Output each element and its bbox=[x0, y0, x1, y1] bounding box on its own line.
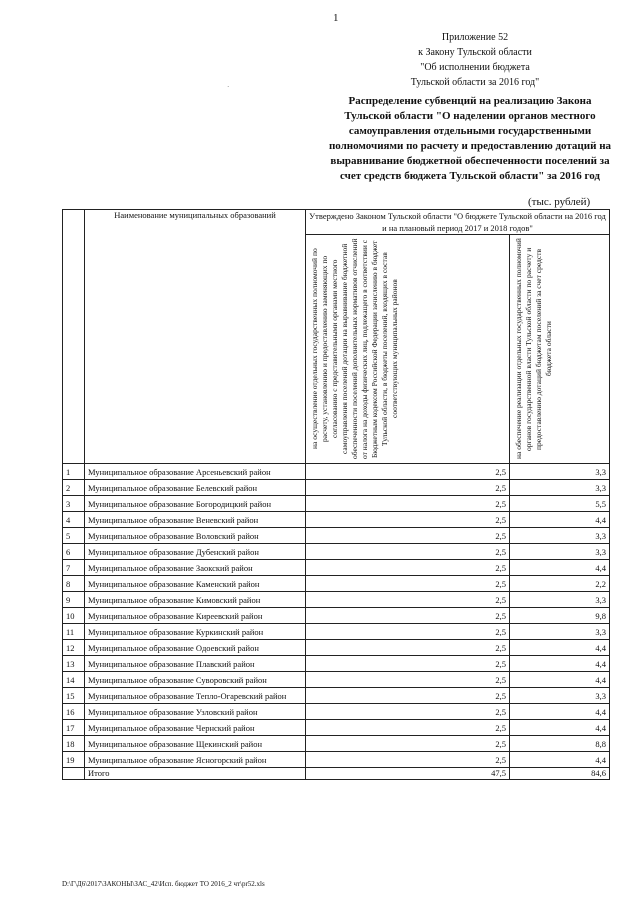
total-row bbox=[63, 768, 610, 780]
value-powers: 2,5 bbox=[306, 656, 510, 672]
municipality-name: Муниципальное образование Веневский район bbox=[85, 512, 306, 528]
value-implementation: 4,4 bbox=[510, 512, 610, 528]
municipality-name: Муниципальное образование Щекинский район bbox=[85, 736, 306, 752]
row-number: 18 bbox=[63, 736, 85, 752]
table-row bbox=[63, 608, 610, 624]
table-row bbox=[63, 736, 610, 752]
units-label: (тыс. рублей) bbox=[528, 196, 591, 208]
table-row bbox=[63, 752, 610, 768]
row-number: 12 bbox=[63, 640, 85, 656]
value-powers: 2,5 bbox=[306, 640, 510, 656]
table-row bbox=[63, 624, 610, 640]
table-header-row bbox=[63, 210, 610, 235]
table-row bbox=[63, 560, 610, 576]
row-number: 9 bbox=[63, 592, 85, 608]
table-row bbox=[63, 640, 610, 656]
total-number-cell bbox=[63, 768, 85, 780]
value-implementation: 3,3 bbox=[510, 480, 610, 496]
value-implementation: 2,2 bbox=[510, 576, 610, 592]
value-powers: 2,5 bbox=[306, 576, 510, 592]
value-powers: 2,5 bbox=[306, 496, 510, 512]
table-row bbox=[63, 544, 610, 560]
municipality-name: Муниципальное образование Каменский район bbox=[85, 576, 306, 592]
total-value-implementation: 84,6 bbox=[510, 768, 610, 780]
value-implementation: 3,3 bbox=[510, 544, 610, 560]
subsidy-table bbox=[62, 209, 610, 780]
value-powers: 2,5 bbox=[306, 736, 510, 752]
municipality-name: Муниципальное образование Узловский район bbox=[85, 704, 306, 720]
document-title: Распределение субвенций на реализацию Закона Тульской области "О наделении органов местного самоуправления отдельными государственными полномочиями по расчету и предоставлению дотаций на выравнивание бюджетной обеспеченности поселений за счет средств бюджета Тульской области" за 2016 год bbox=[328, 95, 612, 182]
row-number: 2 bbox=[63, 480, 85, 496]
value-implementation: 9,8 bbox=[510, 608, 610, 624]
header-col2: на обеспечение реализации отдельных государственных полномочий органов государственной власти Тульской области по расчету и предоставлению дотаций бюджетам поселений за счет средств бюджета области bbox=[513, 238, 553, 460]
municipality-name: Муниципальное образование Одоевский район bbox=[85, 640, 306, 656]
header-col1-cell bbox=[306, 235, 510, 464]
appendix-line-1: Приложение 52 bbox=[441, 32, 509, 43]
value-powers: 2,5 bbox=[306, 704, 510, 720]
row-number: 15 bbox=[63, 688, 85, 704]
appendix-line-4: Тульской области за 2016 год" bbox=[410, 77, 540, 88]
municipality-name: Муниципальное образование Дубенский район bbox=[85, 544, 306, 560]
value-implementation: 4,4 bbox=[510, 752, 610, 768]
municipality-name: Муниципальное образование Богородицкий район bbox=[85, 496, 306, 512]
table-row bbox=[63, 512, 610, 528]
value-powers: 2,5 bbox=[306, 608, 510, 624]
municipality-name: Муниципальное образование Воловский район bbox=[85, 528, 306, 544]
value-implementation: 4,4 bbox=[510, 560, 610, 576]
header-col2-cell bbox=[510, 235, 610, 464]
value-implementation: 4,4 bbox=[510, 672, 610, 688]
value-implementation: 8,8 bbox=[510, 736, 610, 752]
municipality-name: Муниципальное образование Киреевский район bbox=[85, 608, 306, 624]
value-powers: 2,5 bbox=[306, 752, 510, 768]
row-number: 7 bbox=[63, 560, 85, 576]
appendix-header bbox=[380, 30, 570, 90]
row-number: 16 bbox=[63, 704, 85, 720]
municipality-name: Муниципальное образование Кимовский район bbox=[85, 592, 306, 608]
value-implementation: 4,4 bbox=[510, 656, 610, 672]
value-powers: 2,5 bbox=[306, 688, 510, 704]
value-powers: 2,5 bbox=[306, 672, 510, 688]
table-row bbox=[63, 480, 610, 496]
page-number: 1 bbox=[333, 12, 339, 24]
row-number: 4 bbox=[63, 512, 85, 528]
value-implementation: 3,3 bbox=[510, 528, 610, 544]
table-row bbox=[63, 528, 610, 544]
value-powers: 2,5 bbox=[306, 480, 510, 496]
table-row bbox=[63, 464, 610, 480]
municipality-name: Муниципальное образование Ясногорский район bbox=[85, 752, 306, 768]
scan-mark: · bbox=[227, 83, 230, 91]
row-number: 3 bbox=[63, 496, 85, 512]
municipality-name: Муниципальное образование Арсеньевский район bbox=[85, 464, 306, 480]
header-approved: Утверждено Законом Тульской области "О бюджете Тульской области на 2016 год и на плановый период 2017 и 2018 годов" bbox=[306, 210, 610, 235]
row-number: 13 bbox=[63, 656, 85, 672]
municipality-name: Муниципальное образование Заокский район bbox=[85, 560, 306, 576]
row-number: 8 bbox=[63, 576, 85, 592]
value-implementation: 4,4 bbox=[510, 640, 610, 656]
row-number: 17 bbox=[63, 720, 85, 736]
municipality-name: Муниципальное образование Суворовский район bbox=[85, 672, 306, 688]
value-implementation: 5,5 bbox=[510, 496, 610, 512]
value-powers: 2,5 bbox=[306, 512, 510, 528]
municipality-name: Муниципальное образование Чернский район bbox=[85, 720, 306, 736]
row-number: 5 bbox=[63, 528, 85, 544]
value-powers: 2,5 bbox=[306, 560, 510, 576]
row-number: 1 bbox=[63, 464, 85, 480]
table-row bbox=[63, 720, 610, 736]
header-number-cell bbox=[63, 210, 85, 464]
value-powers: 2,5 bbox=[306, 544, 510, 560]
value-powers: 2,5 bbox=[306, 720, 510, 736]
value-powers: 2,5 bbox=[306, 528, 510, 544]
municipality-name: Муниципальное образование Куркинский район bbox=[85, 624, 306, 640]
value-implementation: 4,4 bbox=[510, 720, 610, 736]
table-row bbox=[63, 656, 610, 672]
value-powers: 2,5 bbox=[306, 624, 510, 640]
table-row bbox=[63, 592, 610, 608]
value-implementation: 3,3 bbox=[510, 624, 610, 640]
appendix-line-2: к Закону Тульской области bbox=[418, 47, 532, 58]
total-value-powers: 47,5 bbox=[306, 768, 510, 780]
header-col1: на осуществление отдельных государственных полномочий по расчету, установлению и предоставлению заменяющих по согласованию с представительными органами местного самоуправления поселений дотации на выравнивание бюджетной обеспеченности поселений дополнительных нормативов отчислений от налога на доходы физических лиц, подлежащего в соответствии с Бюджетным кодексом Российской Федерации зачислению в бюджет Тульской области, в бюджеты поселений, входящих в состав соответствующих муниципальных районов bbox=[309, 238, 399, 460]
value-implementation: 3,3 bbox=[510, 464, 610, 480]
municipality-name: Муниципальное образование Тепло-Огаревский район bbox=[85, 688, 306, 704]
value-implementation: 3,3 bbox=[510, 688, 610, 704]
municipality-name: Муниципальное образование Плавский район bbox=[85, 656, 306, 672]
row-number: 19 bbox=[63, 752, 85, 768]
header-name: Наименование муниципальных образований bbox=[85, 210, 306, 464]
value-implementation: 4,4 bbox=[510, 704, 610, 720]
row-number: 6 bbox=[63, 544, 85, 560]
value-powers: 2,5 bbox=[306, 464, 510, 480]
row-number: 11 bbox=[63, 624, 85, 640]
table-row bbox=[63, 688, 610, 704]
total-label: Итого bbox=[85, 768, 306, 780]
municipality-name: Муниципальное образование Белевский район bbox=[85, 480, 306, 496]
table-row bbox=[63, 576, 610, 592]
table-row bbox=[63, 672, 610, 688]
table-row bbox=[63, 704, 610, 720]
value-implementation: 3,3 bbox=[510, 592, 610, 608]
row-number: 14 bbox=[63, 672, 85, 688]
file-path: D:\Г\Д6\2017\ЗАКОНЫ\ЗАС_42\Исп. бюджет ТО 2016_2 чт\pr52.xls bbox=[62, 880, 265, 888]
row-number: 10 bbox=[63, 608, 85, 624]
table-row bbox=[63, 496, 610, 512]
appendix-line-3: "Об исполнении бюджета bbox=[420, 62, 530, 73]
value-powers: 2,5 bbox=[306, 592, 510, 608]
